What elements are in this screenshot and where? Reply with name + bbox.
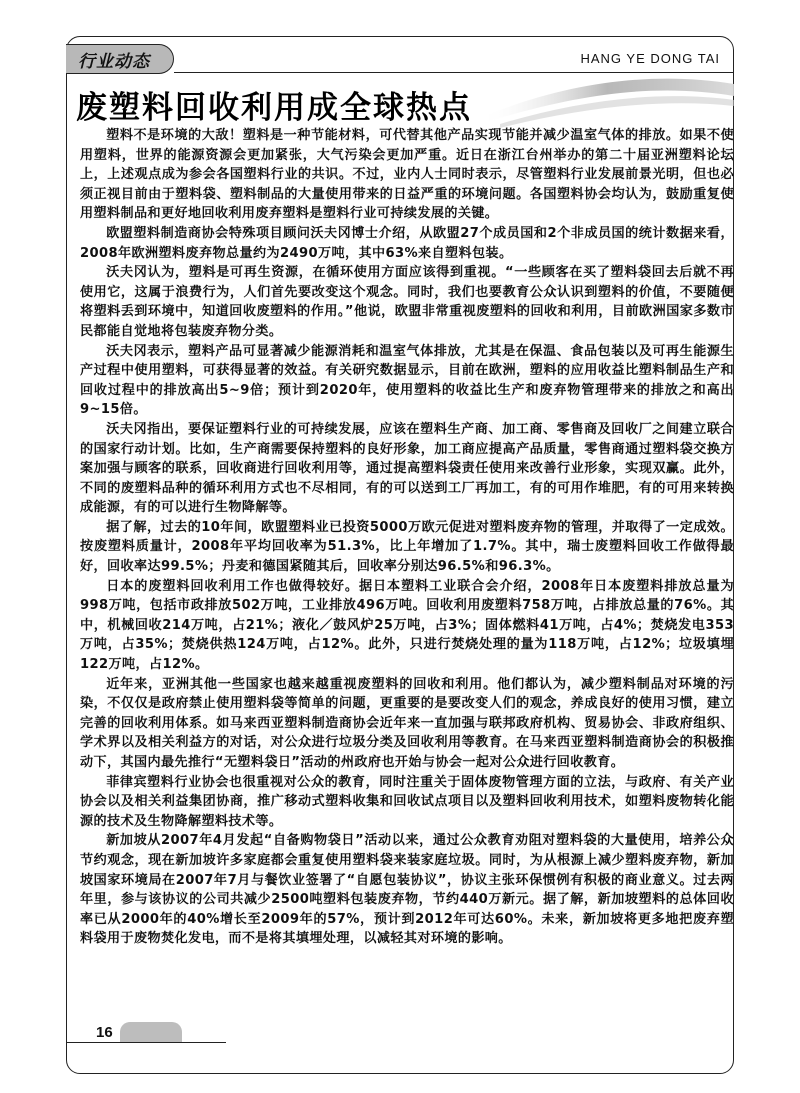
page-number: 16 — [96, 1024, 113, 1041]
paragraph: 新加坡从2007年4月发起“自备购物袋日”活动以来，通过公众教育劝阻对塑料袋的大量使用，培养公众节约观念，现在新加坡许多家庭都会重复使用塑料袋来装家庭垃圾。同时，为从根源上减少塑料废弃物，新加坡国家环境局在2007年7月与餐饮业签署了“自愿包装协议”，协议主张环保惯例有积极的商业意义。过去两年里，参与该协议的公司共减少2500吨塑料包装废弃物，节约440万新元。据了解，新加坡塑料的总体回收率已从2000年的40%增长至2009年的57%，预计到2012年可达60%。未来，新加坡将更多地把废弃塑料袋用于废物焚化发电，而不是将其填埋处理，以减轻其对环境的影响。 — [80, 833, 734, 947]
paragraph: 近年来，亚洲其他一些国家也越来越重视废塑料的回收和利用。他们都认为，减少塑料制品对环境的污染，不仅仅是政府禁止使用塑料袋等简单的问题，更重要的是要改变人们的观念，养成良好的使用习惯，建立完善的回收利用体系。如马来西亚塑料制造商协会近年来一直加强与联邦政府机构、贸易协会、非政府组织、学术界以及相关利益方的对话，对公众进行垃圾分类及回收利用等教育。在马来西亚塑料制造商协会的积极推动下，其国内最先推行“无塑料袋日”活动的州政府也开始与协会一起对公众进行回收教育。 — [80, 676, 734, 770]
decorative-swoosh — [480, 74, 734, 128]
footer-tab-shade — [120, 1022, 182, 1042]
section-label: 行业动态 — [78, 51, 150, 72]
article-body — [80, 126, 734, 949]
article-title: 废塑料回收利用成全球热点 — [76, 90, 472, 126]
paragraph: 沃夫冈指出，要保证塑料行业的可持续发展，应该在塑料生产商、加工商、零售商及回收厂之间建立联合的国家行动计划。比如，生产商需要保持塑料的良好形象，加工商应提高产品质量，零售商通过塑料袋交换方案加强与顾客的联系，回收商进行回收利用等，通过提高塑料袋责任使用来改善行业形象，实现双赢。此外，不同的废塑料品种的循环利用方式也不尽相同，有的可以送到工厂再加工，有的可用作堆肥，有的可用来转换成能源，有的可以进行生物降解等。 — [80, 421, 734, 516]
paragraph: 据了解，过去的10年间，欧盟塑料业已投资5000万欧元促进对塑料废弃物的管理，并取得了一定成效。按废塑料质量计，2008年平均回收率为51.3%，比上年增加了1.7%。其中，瑞士废塑料回收工作做得最好，回收率达99.5%；丹麦和德国紧随其后，回收率分别达96.5%和96.3%。 — [80, 519, 734, 575]
paragraph: 塑料不是环境的大敌！塑料是一种节能材料，可代替其他产品实现节能并减少温室气体的排放。如果不使用塑料，世界的能源资源会更加紧张，大气污染会更加严重。近日在浙江台州举办的第二十届亚洲塑料论坛上，上述观点成为参会各国塑料行业的共识。不过，业内人士同时表示，尽管塑料行业发展前景光明，但也必须正视目前由于塑料袋、塑料制品的大量使用带来的日益严重的环境问题。各国塑料协会均认为，鼓励重复使用塑料制品和更好地回收利用废弃塑料是塑料行业可持续发展的关键。 — [80, 128, 734, 222]
paragraph: 欧盟塑料制造商协会特殊项目顾问沃夫冈博士介绍，从欧盟27个成员国和2个非成员国的统计数据来看，2008年欧洲塑料废弃物总量约为2490万吨，其中63%来自塑料包装。 — [80, 225, 734, 261]
paragraph: 菲律宾塑料行业协会也很重视对公众的教育，同时注重关于固体废物管理方面的立法，与政府、有关产业协会以及相关利益集团协商，推广移动式塑料收集和回收试点项目以及塑料回收利用技术，如塑料废物转化能源的技术及生物降解塑料技术等。 — [80, 774, 734, 829]
header-rule — [174, 72, 734, 73]
paragraph: 沃夫冈表示，塑料产品可显著减少能源消耗和温室气体排放，尤其是在保温、食品包装以及可再生能源生产过程中使用塑料，可获得显著的效益。有关研究数据显示，目前在欧洲，塑料的应用收益比塑料制品生产和回收过程中的排放高出5~9倍；预计到2020年，使用塑料的收益比生产和废弃物管理带来的排放之和高出9~15倍。 — [80, 343, 734, 418]
section-tab — [66, 44, 174, 74]
paragraph: 沃夫冈认为，塑料是可再生资源，在循环使用方面应该得到重视。“一些顾客在买了塑料袋回去后就不再使用它，这属于浪费行为，人们首先要改变这个观念。同时，我们也要教育公众认识到塑料的价值，不要随便将塑料丢到环境中，知道回收废塑料的作用。”他说，欧盟非常重视废塑料的回收和利用，目前欧洲国家多数市民都能自觉地将包装废弃物分类。 — [80, 265, 734, 339]
section-pinyin: HANG YE DONG TAI — [580, 51, 720, 66]
paragraph: 日本的废塑料回收利用工作也做得较好。据日本塑料工业联合会介绍，2008年日本废塑料排放总量为998万吨，包括市政排放502万吨，工业排放496万吨。回收利用废塑料758万吨，占排放总量的76%。其中，机械回收214万吨，占21%；液化／鼓风炉25万吨，占3%；固体燃料41万吨，占4%；焚烧发电353万吨，占35%；焚烧供热124万吨，占12%。此外，只进行焚烧处理的量为118万吨，占12%；垃圾填埋122万吨，占12%。 — [80, 578, 734, 673]
